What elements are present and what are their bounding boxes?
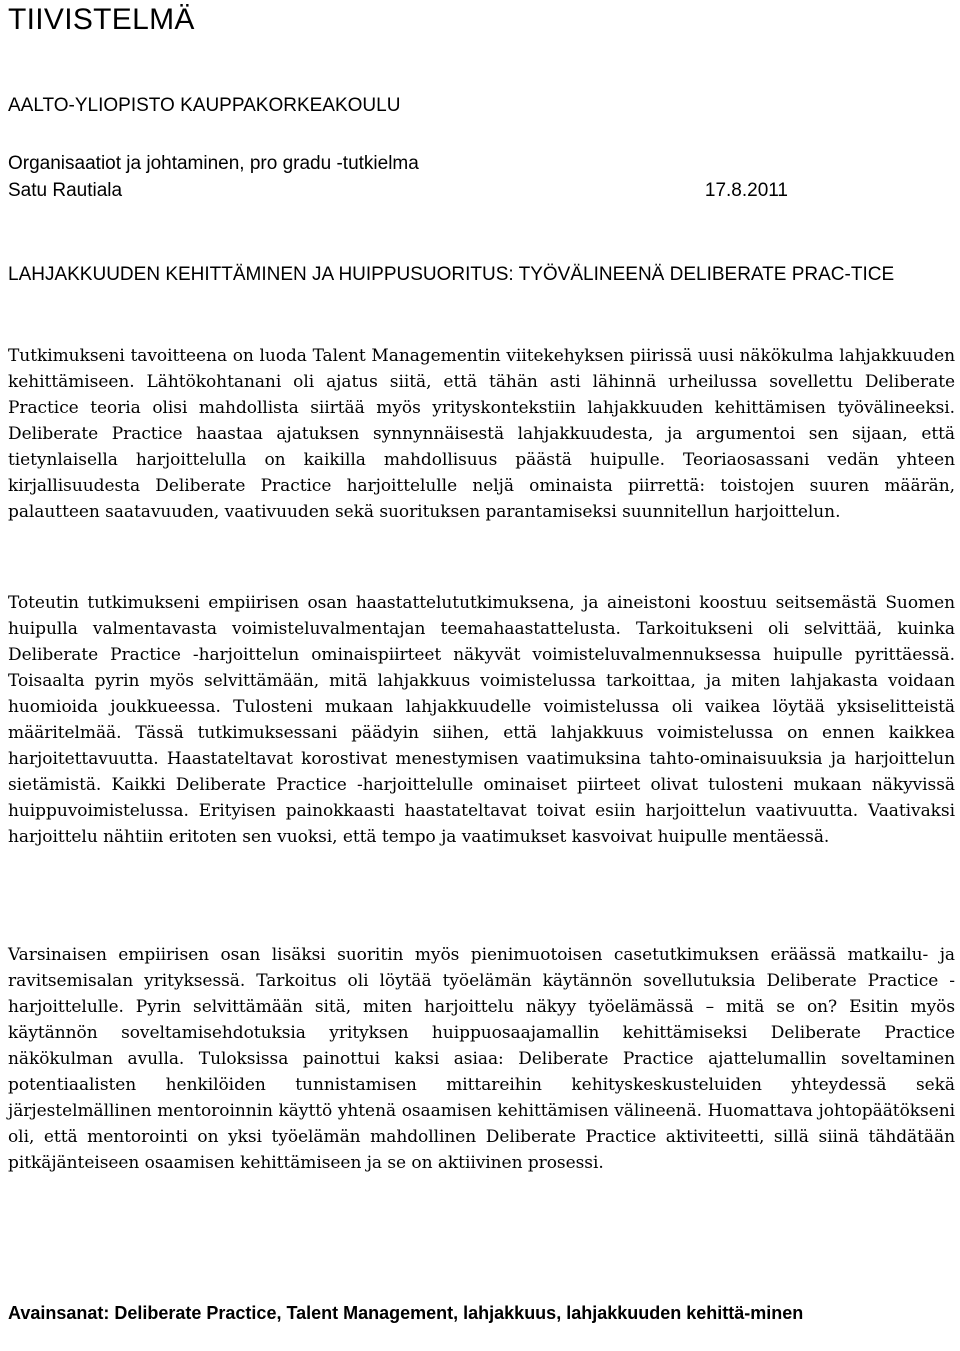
author-name: Satu Rautiala: [8, 180, 123, 201]
abstract-paragraph-3: Varsinaisen empiirisen osan lisäksi suoritin myös pienimuotoisen casetutkimuksen eräässä matkailu- ja ravitsemisalan yrityksessä. Tarkoitus oli löytää työelämän käytännön sovellutuksia Deliberate Practice -harjoittelulle. Pyrin selvittämään sitä, miten harjoittelu näkyy työelämässä – mitä se on? Esitin myös käytännön soveltamisehdotuksia yrityksen huippuosaajamallin kehittämiseksi Deliberate Practice näkökulman avulla. Tuloksissa painottui kaksi asiaa: Deliberate Practice ajattelumallin soveltaminen potentiaalisten henkilöiden tunnistamisen mittareihin kehityskeskusteluiden yhteydessä sekä järjestelmällinen mentoroinnin käyttö yhtenä osaamisen kehittämisen välineenä. Huomattava johtopäätökseni oli, että mentorointi on yksi työelämän mahdollinen Deliberate Practice aktiviteetti, sillä siinä tähdätään pitkäjänteiseen osaamisen kehittämiseen ja se on aktiivinen prosessi.: [8, 945, 955, 1173]
author-date-row: [8, 178, 788, 204]
keywords: Avainsanat: Deliberate Practice, Talent Management, lahjakkuus, lahjakkuuden kehittä-minen: [8, 1303, 804, 1323]
thesis-title: LAHJAKKUUDEN KEHITTÄMINEN JA HUIPPUSUORITUS: TYÖVÄLINEENÄ DELIBERATE PRAC-TICE: [8, 264, 895, 285]
abstract-paragraph-1: Tutkimukseni tavoitteena on luoda Talent Managementin viitekehyksen piirissä uusi näkökulma lahjakkuuden kehittämiseen. Lähtökohtanani oli ajatus siitä, että tähän asti lähinnä urheilussa sovellettu Deliberate Practice teoria olisi mahdollista siirtää myös yrityskontekstiin lahjakkuuden kehittämisen työvälineeksi. Deliberate Practice haastaa ajatuksen synnynnäisestä lahjakkuudesta, ja argumentoi sen sijaan, että tietynlaisella harjoittelulla on kaikilla mahdollisuus päästä huipulle. Teoriaosassani vedän yhteen kirjallisuudesta Deliberate Practice harjoittelulle neljä ominaista piirrettä: toistojen suuren määrän, palautteen saatavuuden, vaativuuden sekä suorituksen parantamiseksi suunnitellun harjoittelun.: [8, 346, 955, 522]
date: 17.8.2011: [704, 180, 788, 201]
university-name: AALTO-YLIOPISTO KAUPPAKORKEAKOULU: [8, 95, 401, 116]
page-title: TIIVISTELMÄ: [8, 3, 195, 36]
abstract-paragraph-2: Toteutin tutkimukseni empiirisen osan haastattelututkimuksena, ja aineistoni koostuu seitsemästä Suomen huipulla valmentavasta voimisteluvalmentajan teemahaastattelusta. Tarkoitukseni oli selvittää, kuinka Deliberate Practice -harjoittelun ominaispiirteet näkyvät voimisteluvalmennuksessa huipulle pyrittäessä. Toisaalta pyrin myös selvittämään, mitä lahjakkuus voimistelussa tarkoittaa, ja miten lahjakasta voidaan huomioida joukkueessa. Tulosteni mukaan lahjakkuudelle voimistelussa oli vaikea löytää yksiselitteistä määritelmää. Tässä tutkimuksessani päädyin siihen, että lahjakkuus voimistelussa on ennen kaikkea harjoitettavuutta. Haastateltavat korostivat menestymisen vaatimuksina tahto-ominaisuuksia ja harjoittelun sietämistä. Kaikki Deliberate Practice -harjoittelulle ominaiset piirteet olivat tulosteni mukaan näkyvissä huippuvoimistelussa. Erityisen painokkaasti haastateltavat toivat esiin harjoittelun vaativuutta. Vaativaksi harjoittelu nähtiin eritoten sen vuoksi, että tempo ja vaatimukset kasvoivat huipulle mentäessä.: [8, 593, 955, 847]
department-line: Organisaatiot ja johtaminen, pro gradu -tutkielma: [8, 153, 419, 174]
